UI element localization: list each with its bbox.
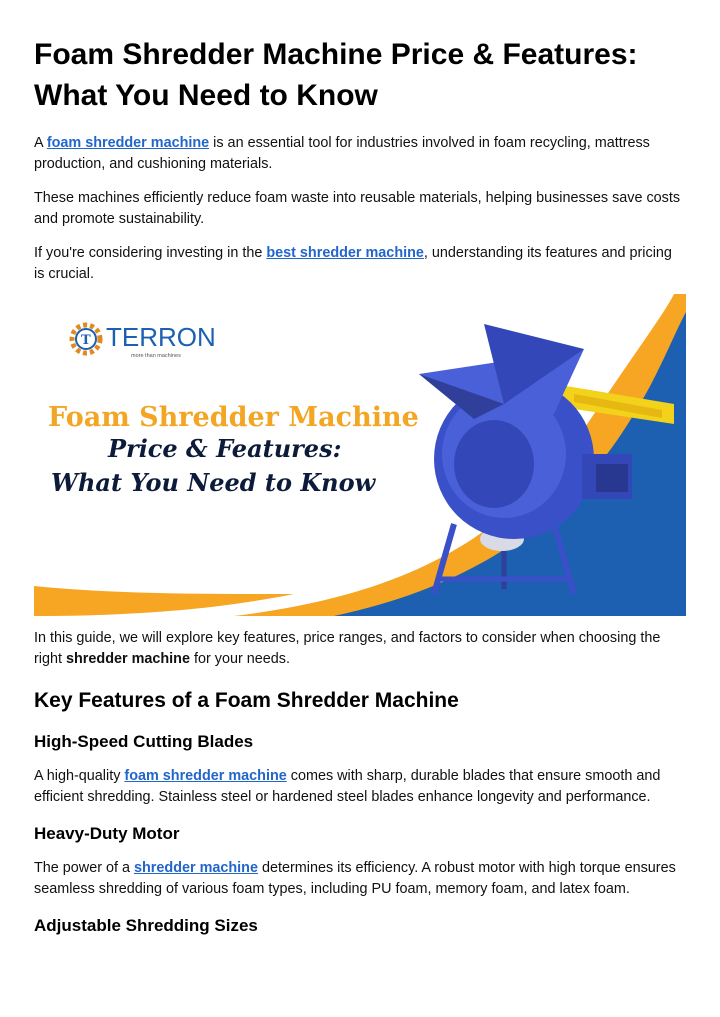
banner-image [34, 294, 686, 616]
feature-paragraph: A high-quality foam shredder machine comes with sharp, durable blades that ensure smooth and efficient shredding. Stainless steel or hardened steel blades enhance longevity and performance. [34, 768, 661, 805]
banner-heading-line-1: Foam Shredder Machine [48, 402, 419, 433]
banner-brand: TERRON [106, 322, 216, 352]
title-line-1: Foam Shredder Machine Price & Features: [34, 38, 638, 71]
article-title [34, 34, 686, 116]
section-heading: Key Features of a Foam Shredder Machine [34, 689, 459, 712]
article [34, 34, 686, 285]
best-shredder-machine-link[interactable]: best shredder machine [266, 245, 424, 261]
banner-tagline: more than machines [131, 353, 181, 359]
banner-heading-line-2: Price & Features: [108, 434, 342, 463]
feature-paragraph: The power of a shredder machine determines its efficiency. A robust motor with high torque ensures seamless shredding of various foam types, including PU foam, memory foam, and latex foam. [34, 860, 676, 897]
feature-title: High-Speed Cutting Blades [34, 732, 254, 751]
shredder-machine-link[interactable]: shredder machine [134, 860, 258, 876]
guide-paragraph: In this guide, we will explore key features, price ranges, and factors to consider when choosing the right shredder machine for your needs. [34, 630, 661, 667]
feature-title: Adjustable Shredding Sizes [34, 916, 258, 935]
feature-title: Heavy-Duty Motor [34, 824, 180, 843]
intro-paragraph-1: A foam shredder machine is an essential tool for industries involved in foam recycling, mattress production, and cushioning materials. [34, 135, 650, 172]
title-line-2: What You Need to Know [34, 79, 378, 112]
intro-paragraph-2: These machines efficiently reduce foam waste into reusable materials, helping businesses save costs and promote sustainability. [34, 190, 681, 227]
svg-text:T: T [81, 333, 91, 348]
foam-shredder-machine-link[interactable]: foam shredder machine [46, 135, 210, 151]
banner-heading-line-3: What You Need to Know [51, 468, 376, 497]
foam-shredder-machine-link[interactable]: foam shredder machine [124, 768, 287, 784]
article-body [34, 628, 686, 937]
intro-paragraph-3: If you're considering investing in the best shredder machine, understanding its features and pricing is crucial. [34, 245, 672, 282]
